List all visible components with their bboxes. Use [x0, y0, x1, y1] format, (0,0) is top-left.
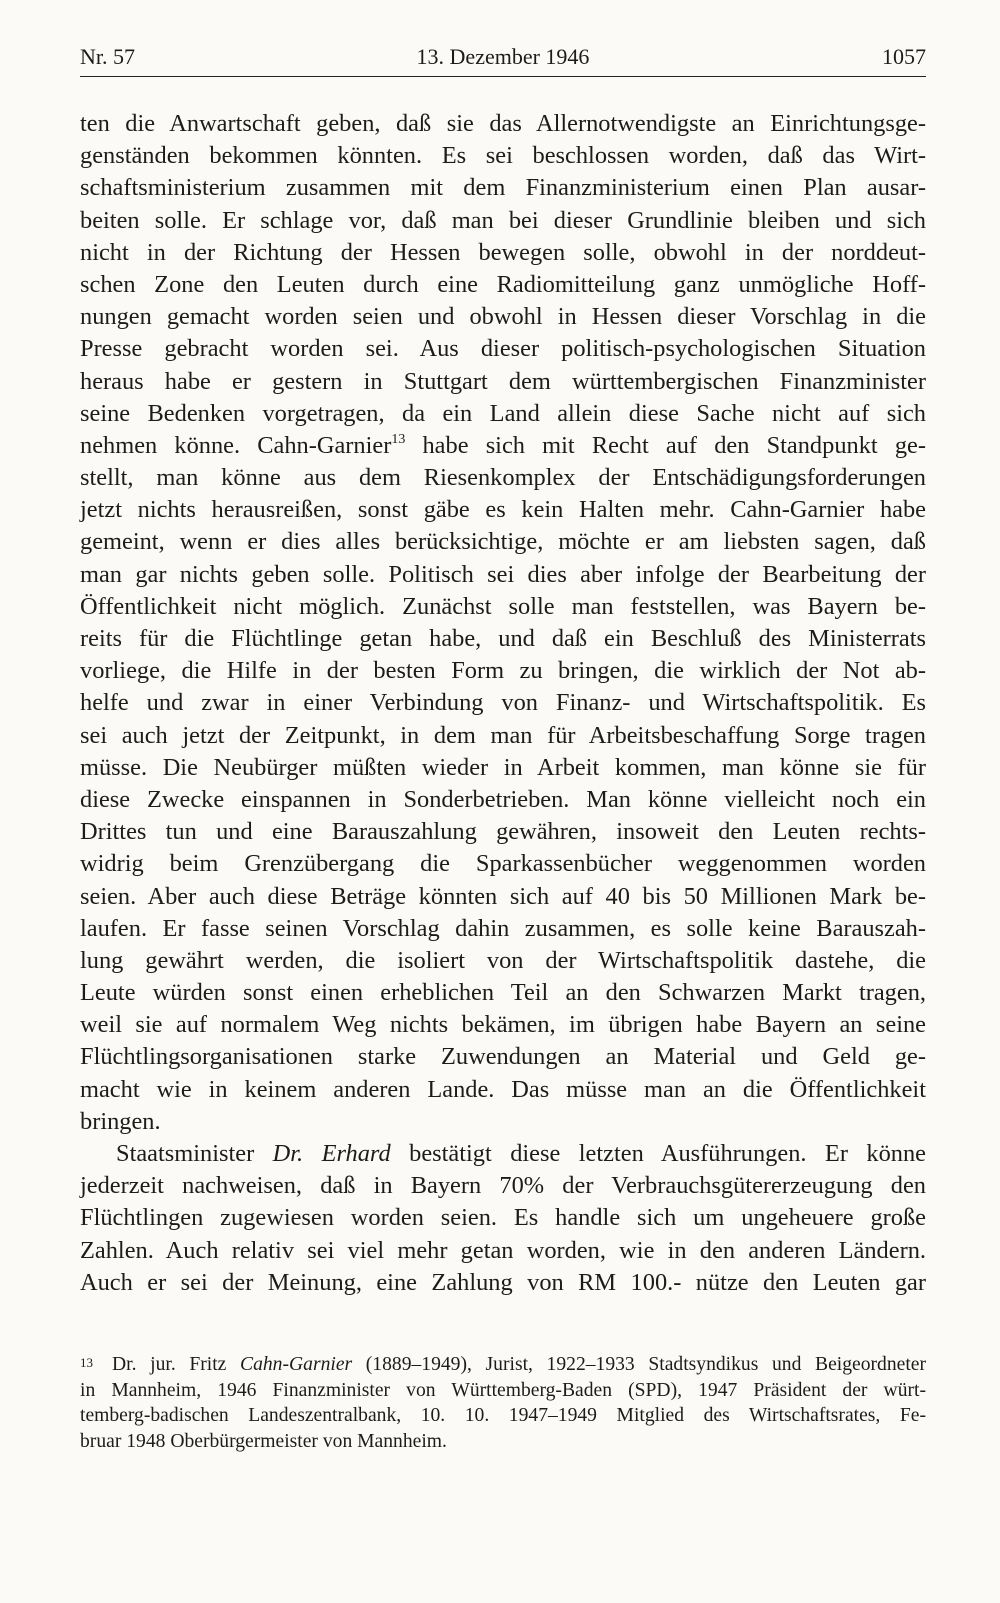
header-date: 13. Dezember 1946	[416, 44, 590, 69]
text-line: genständen bekommen könnten. Es sei beschlossen worden, daß das Wirt-	[80, 142, 926, 170]
text-line: Staatsminister Dr. Erhard bestätigt diese letzten Ausführungen. Er könne	[116, 1140, 926, 1167]
text-line: Auch er sei der Meinung, eine Zahlung von RM 100.- nütze den Leuten gar	[80, 1268, 926, 1296]
text-line: diese Zwecke einspannen in Sonderbetrieben. Man könne vielleicht noch ein	[80, 785, 926, 813]
text-line: schen Zone den Leuten durch eine Radiomitteilung ganz unmögliche Hoff-	[80, 270, 926, 298]
text-line: laufen. Er fasse seinen Vorschlag dahin zusammen, es solle keine Barauszah-	[80, 914, 926, 942]
text-line: Flüchtlingen zugewiesen worden seien. Es handle sich um ungeheuere große	[80, 1204, 926, 1232]
text-line: Leute würden sonst einen erheblichen Teil an den Schwarzen Markt tragen,	[80, 979, 926, 1007]
footnote-line: in Mannheim, 1946 Finanzminister von Württemberg-Baden (SPD), 1947 Präsident der würt-	[80, 1379, 926, 1401]
text-line: Öffentlichkeit nicht möglich. Zunächst solle man feststellen, was Bayern be-	[80, 592, 926, 620]
text-line: jederzeit nachweisen, daß in Bayern 70% der Verbrauchsgütererzeugung den	[80, 1172, 926, 1200]
text-line: Presse gebracht worden sei. Aus dieser politisch-psychologischen Situation	[80, 335, 926, 363]
text-line: vorliege, die Hilfe in der besten Form zu bringen, die wirklich der Not ab-	[80, 657, 926, 685]
text-line: schaftsministerium zusammen mit dem Finanzministerium einen Plan ausar-	[80, 174, 926, 202]
text-line: Zahlen. Auch relativ sei viel mehr getan worden, wie in den anderen Ländern.	[80, 1236, 926, 1264]
text-line: stellt, man könne aus dem Riesenkomplex der Entschädigungsforderungen	[80, 464, 926, 492]
text-line: nicht in der Richtung der Hessen bewegen solle, obwohl in der norddeut-	[80, 238, 926, 266]
text-line: lung gewährt werden, die isoliert von der Wirtschaftspolitik dastehe, die	[80, 946, 926, 974]
text-line: seine Bedenken vorgetragen, da ein Land allein diese Sache nicht auf sich	[80, 399, 926, 427]
text-line: müsse. Die Neubürger müßten wieder in Arbeit kommen, man könne sie für	[80, 753, 926, 781]
footnote	[80, 1352, 926, 1454]
text-line: beiten solle. Er schlage vor, daß man bei dieser Grundlinie bleiben und sich	[80, 206, 926, 234]
speaker-name: Dr. Erhard	[272, 1140, 391, 1167]
footnote-line: bruar 1948 Oberbürgermeister von Mannheim.	[80, 1430, 447, 1452]
text-line: heraus habe er gestern in Stuttgart dem württembergischen Finanzminister	[80, 367, 926, 395]
text-line: reits für die Flüchtlinge getan habe, und daß ein Beschluß des Ministerrats	[80, 625, 926, 652]
text-line: Flüchtlingsorganisationen starke Zuwendungen an Material und Geld ge-	[80, 1043, 926, 1071]
issue-number: Nr. 57	[80, 44, 135, 69]
text-line: Drittes tun und eine Barauszahlung gewähren, insoweit den Leuten rechts-	[80, 818, 926, 846]
text-line: sei auch jetzt der Zeitpunkt, in dem man für Arbeitsbeschaffung Sorge tragen	[80, 721, 926, 749]
text-line: helfe und zwar in einer Verbindung von Finanz- und Wirtschaftspolitik. Es	[80, 689, 926, 717]
text-line: seien. Aber auch diese Beträge könnten sich auf 40 bis 50 Millionen Mark be-	[80, 882, 926, 910]
text-line: bringen.	[80, 1107, 161, 1135]
text-line: gemeint, wenn er dies alles berücksichtige, möchte er am liebsten sagen, daß	[80, 528, 926, 556]
text-line: widrig beim Grenzübergang die Sparkassenbücher weggenommen worden	[80, 850, 926, 878]
text-line: man gar nichts geben solle. Politisch sei dies aber infolge der Bearbeitung der	[80, 560, 926, 588]
footnote-person: Cahn-Garnier	[240, 1354, 353, 1375]
footnote-reference[interactable]: 13	[391, 431, 406, 447]
footnote-mark: 13	[80, 1355, 93, 1370]
text-line: ten die Anwartschaft geben, daß sie das Allernotwendigste an Einrichtungsge-	[80, 110, 926, 137]
text-line: nehmen könne. Cahn-Garnier$^{13}$ habe sich mit Recht auf den Standpunkt ge-	[80, 431, 926, 459]
footnote-line: temberg-badischen Landeszentralbank, 10. 10. 1947–1949 Mitglied des Wirtschaftsrates, Fe-	[80, 1405, 926, 1426]
text-line: macht wie in keinem anderen Lande. Das müsse man an die Öffentlichkeit	[80, 1075, 926, 1103]
text-line: weil sie auf normalem Weg nichts bekämen, im übrigen habe Bayern an seine	[80, 1011, 926, 1039]
running-header	[80, 40, 926, 77]
text-line: nungen gemacht worden seien und obwohl in Hessen dieser Vorschlag in die	[80, 303, 926, 331]
page-number: 1057	[882, 44, 926, 69]
text-line: jetzt nichts herausreißen, sonst gäbe es kein Halten mehr. Cahn-Garnier habe	[80, 496, 926, 524]
footnote-line: Dr. jur. Fritz Cahn-Garnier (1889–1949), Jurist, 1922–1933 Stadtsyndikus und Beigeordneter	[112, 1354, 926, 1375]
body-text	[80, 108, 926, 1299]
